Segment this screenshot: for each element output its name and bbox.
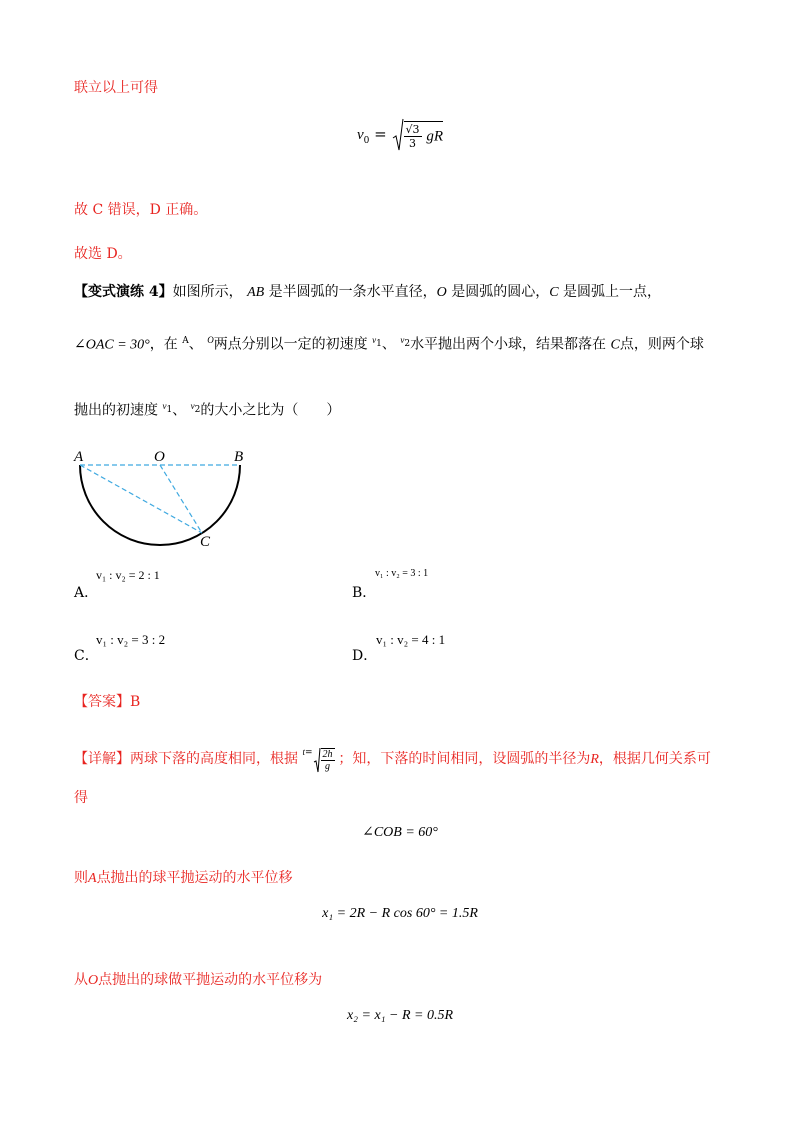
label-c: C (200, 534, 211, 550)
label-b: B (234, 449, 244, 465)
question-tag: 【变式演练 4】 (74, 284, 173, 300)
formula-cob: ∠COB = 60° (362, 825, 438, 840)
option-a-expr: v₁ : v₂ = 2 : 1 (96, 568, 160, 582)
semicircle-figure (70, 445, 260, 550)
para-combine: 联立以上可得 (74, 80, 158, 96)
label-o: O (154, 449, 165, 465)
segment-oc (160, 465, 202, 533)
formula-v0: $v_0$ = $\frac{√3}{3}$ gR (0, 118, 800, 152)
label-a: A (74, 449, 84, 465)
formula-t: $^{t=}$ $\frac{2h}{g}$ (302, 747, 333, 772)
sqrt-symbol (392, 118, 404, 152)
question-line-2: ∠OAC = 30°，在 $^A$、 $^O$两点分别以一定的初速度 $^{v_1}$、 $^{v_2}$水平抛出两个小球，结果都落在 C点，则两个球 (74, 335, 704, 353)
segment-ac (80, 465, 202, 533)
question-line-3: 抛出的初速度 $^{v_1}$、 $^{v_2}$的大小之比为（ ） (74, 401, 341, 419)
option-a-letter: A． (74, 585, 99, 601)
detail-line-2: 得 (74, 790, 88, 806)
option-b-letter: B． (352, 585, 377, 601)
answer-line (74, 692, 140, 712)
para-c-wrong: 故 C 错误，D 正确。 (74, 202, 208, 218)
option-d-expr: v₁ : v₂ = 4 : 1 (376, 632, 446, 647)
formula-x1: x₁ = 2R − R cos 60° = 1.5R (322, 906, 478, 921)
answer-value: B (130, 694, 141, 710)
para-a-displacement: 则A点抛出的球平抛运动的水平位移 (74, 870, 293, 886)
detail-tag: 【详解】 (74, 751, 130, 767)
option-c-expr: v₁ : v₂ = 3 : 2 (96, 632, 166, 647)
question-line-1: 【变式演练 4】如图所示， AB 是半圆弧的一条水平直径，O 是圆弧的圆心，C 是圆弧上一点， (74, 284, 662, 300)
formula-x2: x₂ = x₁ − R = 0.5R (346, 1008, 454, 1023)
para-choose-d: 故选 D。 (74, 246, 132, 262)
option-d-letter: D． (352, 648, 378, 664)
angle-oac: ∠OAC = 30° (74, 337, 150, 353)
para-o-displacement: 从O点抛出的球做平抛运动的水平位移为 (74, 972, 323, 988)
answer-tag: 【答案】 (74, 694, 130, 710)
option-c-letter: C． (74, 648, 99, 664)
detail-line-1: 【详解】两球下落的高度相同，根据 $^{t=}$ $\frac{2h}{g}$ ；知，下落的时间相同，设圆弧的半径为R，根据几何关系可 (74, 747, 711, 772)
option-b-expr: v₁ : v₂ = 3 : 1 (375, 568, 429, 579)
